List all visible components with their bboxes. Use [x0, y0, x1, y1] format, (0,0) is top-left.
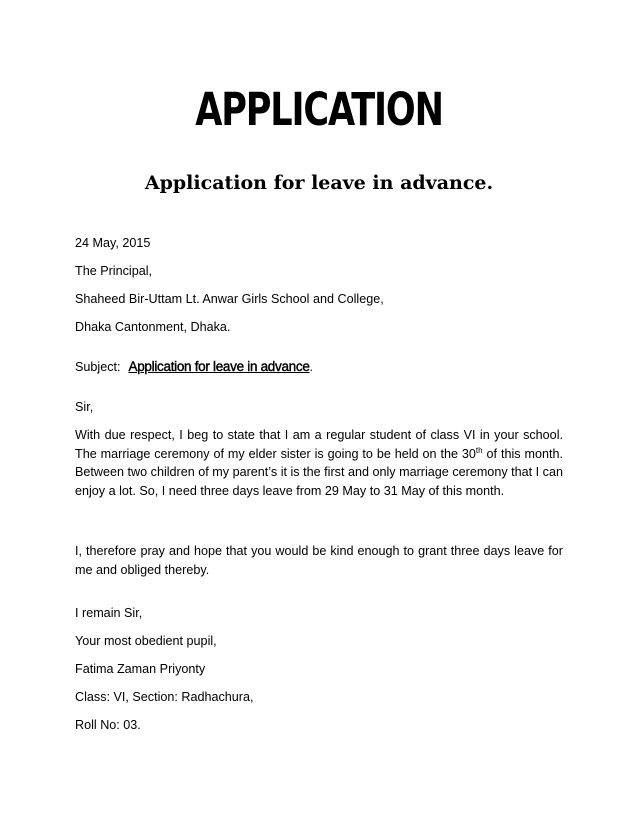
signer-roll: Roll No: 03. [75, 718, 141, 732]
document-title: APPLICATION [195, 83, 443, 136]
recipient-line-1: The Principal, [75, 264, 152, 278]
body-paragraph-1-part-1: With due respect, I beg to state that I am a regular student of class VI in your school. The marriage ceremony of my elder sister is going to be held on the 30 [75, 428, 563, 461]
signer-class-section: Class: VI, Section: Radhachura, [75, 690, 254, 704]
closing-line-2: Your most obedient pupil, [75, 634, 217, 648]
recipient-line-2: Shaheed Bir-Uttam Lt. Anwar Girls School and College, [75, 292, 384, 306]
closing-line-1: I remain Sir, [75, 606, 143, 620]
document-subtitle: Application for leave in advance. [144, 172, 494, 194]
ordinal-suffix: th [475, 445, 483, 455]
recipient-line-3: Dhaka Cantonment, Dhaka. [75, 320, 231, 334]
body-paragraph-1-part-2: of this month. Between two children of my parent’s it is the first and only marriage ceremony that I can enjoy a lot. So, I need three days leave from 29 May to 31 May of this month. [75, 446, 563, 498]
salutation: Sir, [75, 400, 94, 414]
body-paragraph-2: I, therefore pray and hope that you would be kind enough to grant three days leave for me and obliged thereby. [75, 544, 563, 577]
subject-end: . [309, 360, 314, 374]
subject-line [75, 358, 313, 376]
signer-name: Fatima Zaman Priyonty [75, 662, 206, 676]
subject-label: Subject: [75, 360, 121, 374]
subject-text: Application for leave in advance [128, 359, 310, 374]
letter-date: 24 May, 2015 [75, 236, 151, 250]
body-paragraph-1 [75, 426, 563, 500]
